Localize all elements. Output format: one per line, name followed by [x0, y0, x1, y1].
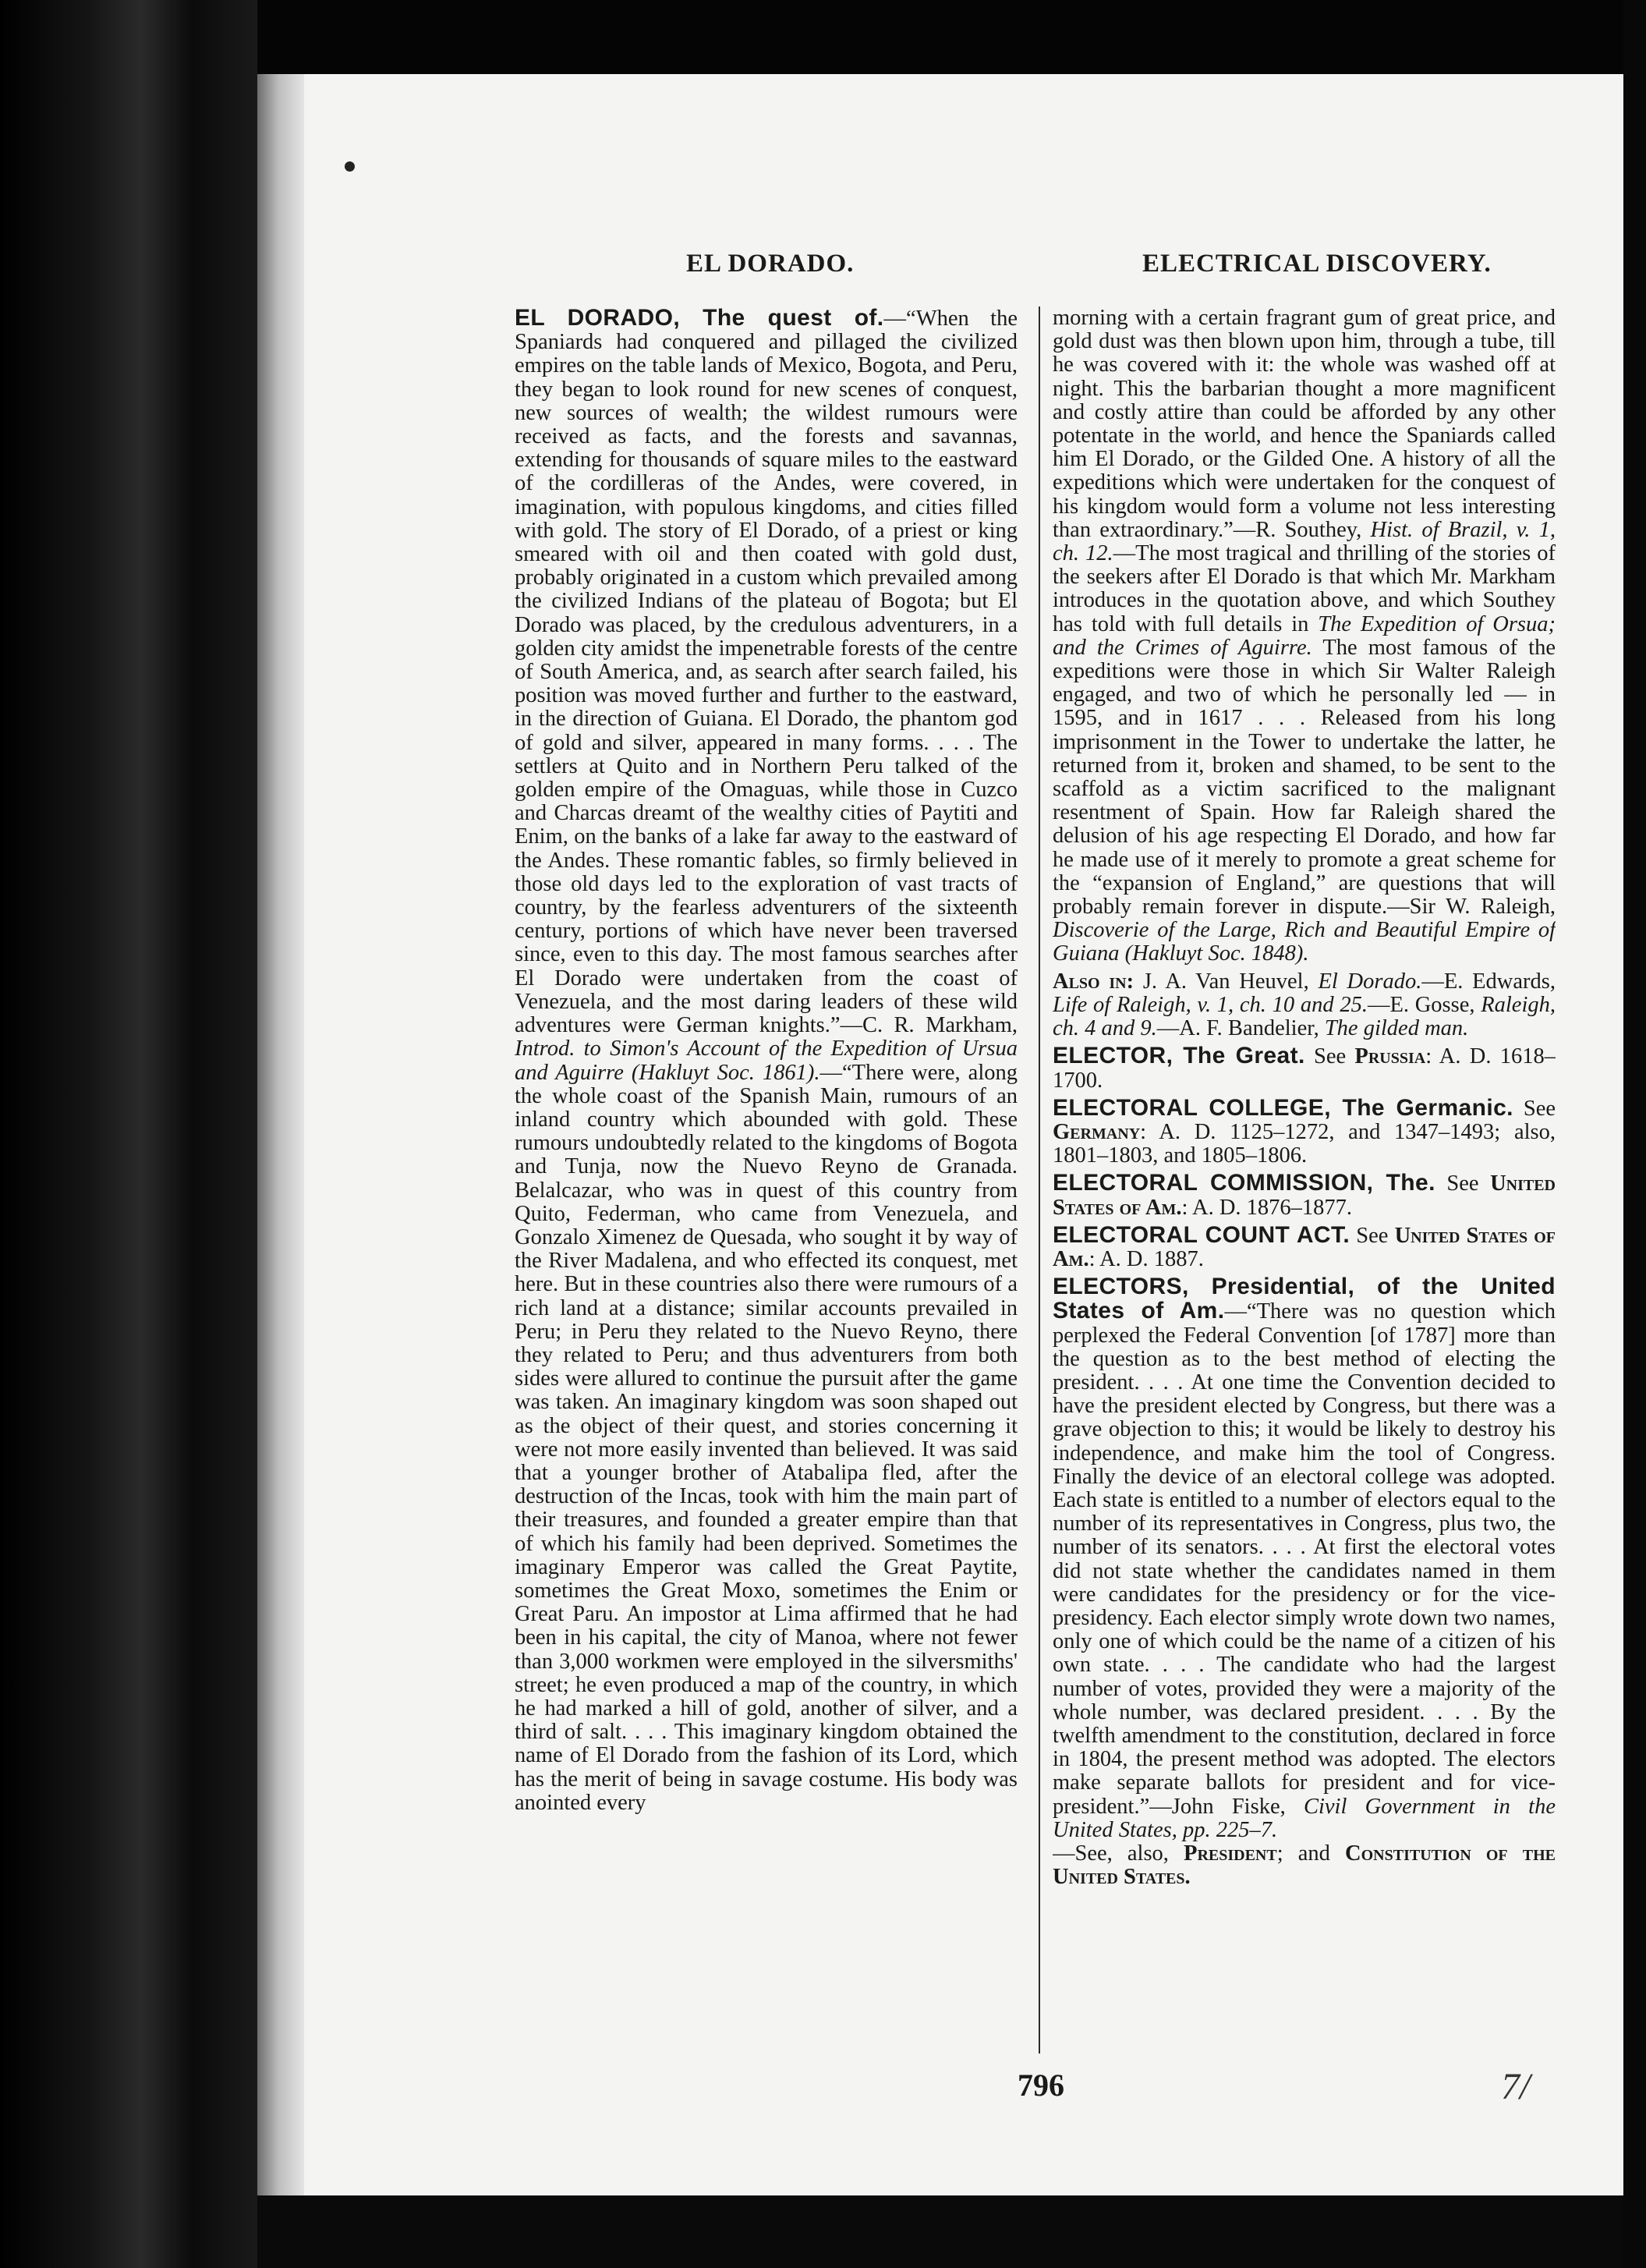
cross-reference: United States of Am. — [1053, 1223, 1556, 1271]
entry-title: ELECTORAL COUNT ACT. — [1053, 1221, 1350, 1248]
running-head-left: EL DORADO. — [686, 250, 855, 278]
see-label: See — [1304, 1044, 1355, 1069]
scan-border-top — [257, 0, 1646, 74]
source-citation: Discoverie of the Large, Rich and Beautiful Empire of Guiana (Hakluyt Soc. 1848). — [1053, 918, 1556, 966]
entry-elector-great — [1053, 1044, 1556, 1092]
source-citation: The Expedition of Orsua; and the Crimes of Aguirre. — [1053, 611, 1556, 660]
cross-reference-dates: : A. D. 1125–1272, and 1347–1493; also, 1801–1803, and 1805–1806. — [1053, 1119, 1556, 1168]
binding-hole-mark — [345, 161, 355, 172]
entry-text: —The most tragical and thrilling of the stories of the seekers after El Dorado is that which Mr. Markham introduces in the quotation above, and which Southey has told with full details in — [1053, 541, 1556, 636]
reference-title: El Dorado. — [1318, 969, 1422, 994]
entry-electors-presidential — [1053, 1275, 1556, 1889]
source-citation: Civil Government in the United States, pp. 225–7. — [1053, 1794, 1556, 1842]
see-label: See — [1435, 1171, 1491, 1196]
cross-reference: President — [1184, 1841, 1277, 1866]
entry-el-dorado-continued — [1053, 307, 1556, 966]
scan-border-left — [0, 0, 257, 2268]
also-in-references — [1053, 970, 1556, 1041]
right-column — [1053, 307, 1556, 2061]
adjacent-page-edge — [257, 74, 304, 2195]
entry-el-dorado — [515, 307, 1018, 1815]
column-divider — [1039, 307, 1040, 2054]
left-column — [515, 307, 1018, 2061]
reference-text: —E. Edwards, — [1421, 969, 1556, 994]
reference-text: J. A. Van Heuvel, — [1134, 969, 1319, 994]
cross-reference-dates: : A. D. 1887. — [1088, 1246, 1204, 1271]
reference-text: —A. F. Bandelier, — [1156, 1016, 1325, 1041]
book-page — [304, 74, 1623, 2195]
cross-reference: Germany — [1053, 1119, 1141, 1144]
cross-reference-dates: : A. D. 1876–1877. — [1181, 1195, 1353, 1220]
reference-text: —E. Gosse, — [1367, 992, 1481, 1017]
see-label: See — [1350, 1223, 1395, 1248]
also-in-label: Also in: — [1053, 969, 1135, 994]
reference-title: Life of Raleigh, v. 1, ch. 10 and 25. — [1053, 992, 1368, 1017]
cross-reference: Constitution of the United States. — [1053, 1841, 1556, 1890]
cross-reference: Prussia — [1354, 1044, 1426, 1069]
reference-title: Raleigh, ch. 4 and 9. — [1053, 992, 1556, 1041]
see-label: See — [1513, 1096, 1556, 1121]
entry-text: The most famous of the expeditions were those in which Sir Walter Raleigh engaged, and two of which he personally led — in 1595, and in 1617 . . . Released from his long imprisonment in the Tower to undertake the latter, he returned from it, broken and shamed, to be sent to the scaffold as a victim sacrificed to the malignant resentment of Spain. How far Raleigh shared the delusion of his age respecting El Dorado, and how far he made use of it merely to promote a great scheme for the “expansion of England,” are questions that will probably remain forever in dispute.—Sir W. Raleigh, — [1053, 635, 1556, 920]
handwritten-pencil-mark: 7/ — [1501, 2066, 1531, 2107]
entry-title: EL DORADO, The quest of. — [515, 307, 884, 331]
cross-reference-dates: : A. D. 1618–1700. — [1053, 1044, 1556, 1093]
entry-title: ELECTORAL COMMISSION, The. — [1053, 1170, 1435, 1196]
running-head-right: ELECTRICAL DISCOVERY. — [1142, 250, 1492, 278]
entry-text: —“There were, along the whole coast of the Spanish Main, rumours of an inland country which abounded with gold. These rumours undoubtedly related to the kingdoms of Bogota and Tunja, now the Nuevo Reyno de Granada. Belalcazar, who was in quest of this country from Quito, Federman, who came from Venezuela, and Gonzalo Ximenez de Quesada, who sought it by way of the River Madalena, and who effected its conquest, met here. But in these countries also there were rumours of a rich land at a distance; similar accounts prevailed in Peru; in Peru they related to the Nuevo Reyno, there they related to Peru; and thus adventurers from both sides were allured to continue the pursuit after the game was taken. An imaginary kingdom was soon shaped out as the object of their quest, and stories concerning it were not more easily invented than believed. It was said that a younger brother of Atabalipa fled, after the destruction of the Incas, took with him the main part of their treasures, and founded a greater empire than that of which his family had been deprived. Sometimes the imaginary Emperor was called the Great Paytite, sometimes the Great Moxo, sometimes the Enim or Great Paru. An impostor at Lima affirmed that he had been in his capital, the city of Manoa, where not fewer than 3,000 workmen were employed in the silversmiths' street; he even produced a map of the country, in which he had marked a hill of gold, another of silver, and a third of salt. . . . This imaginary kingdom obtained the name of El Dorado from the fashion of its Lord, which has the merit of being in savage costume. His body was anointed every — [515, 1060, 1018, 1815]
entry-text: morning with a certain fragrant gum of great price, and gold dust was then blown upon him, through a tube, till he was covered with it: the whole was washed off at night. This the barbarian thought a more magnificent and costly attire than could be afforded by any other potentate in the world, and hence the Spaniards called him El Dorado, or the Gilded One. A history of all the expeditions which were undertaken for the conquest of his kingdom would form a volume not less interesting than extraordinary.”—R. Southey, — [1053, 307, 1556, 542]
source-citation: Introd. to Simon's Account of the Expedition of Ursua and Aguirre (Hakluyt Soc. 1861). — [515, 1037, 1018, 1085]
entry-text: —“When the Spaniards had conquered and pillaged the civilized empires on the table lands of Mexico, Bogota, and Peru, they began to look round for new scenes of conquest, new sources of wealth; the wildest rumours were received as facts, and the forests and savannas, extending for thousands of square miles to the eastward of the cordilleras of the Andes, were covered, in imagination, with populous kingdoms, and cities filled with gold. The story of El Dorado, of a priest or king smeared with oil and then coated with gold dust, probably originated in a custom which prevailed among the civilized Indians of the plateau of Bogota; but El Dorado was placed, by the credulous adventurers, in a golden city amidst the impenetrable forests of the centre of South America, and, as search after search failed, his position was moved further and further to the eastward, in the direction of Guiana. El Dorado, the phantom god of gold and silver, appeared in many forms. . . . The settlers at Quito and in Northern Peru talked of the golden empire of the Omaguas, while those in Cuzco and Charcas dreamt of the wealthy cities of Paytiti and Enim, on the banks of a lake far away to the eastward of the Andes. These romantic fables, so firmly believed in those old days led to the exploration of vast tracts of country, by the fearless adventurers of the sixteenth century, portions of which have never been traversed since, even to this day. The most famous searches after El Dorado were undertaken from the coast of Venezuela, and the most daring leaders of these wild adventures were German knights.”—C. R. Markham, — [515, 307, 1018, 1038]
entry-text: —“There was no question which perplexed the Federal Convention [of 1787] more than the question as to the best method of electing the president. . . . At one time the Convention decided to have the president elected by Congress, but there was a grave objection to this; it would be likely to destroy his independence, and make him the tool of Congress. Finally the device of an electoral college was adopted. Each state is entitled to a number of electors equal to the number of its representatives in Congress, plus two, the number of its senators. . . . At first the electoral votes did not state whether the candidates named in them were candidates for the presidency or for the vice-presidency. Each elector simply wrote down two names, only one of which could be the name of a citizen of his own state. . . . The candidate who had the largest number of votes, provided they were a majority of the whole number, was declared president. . . . By the twelfth amendment to the constitution, declared in force in 1804, the present method was adopted. The electors make separate ballots for president and for vice-president.”—John Fiske, — [1053, 1299, 1556, 1819]
source-citation: Hist. of Brazil, v. 1, ch. 12. — [1053, 517, 1556, 566]
scan-border-right — [1623, 0, 1646, 2268]
scan-border-bottom — [257, 2195, 1646, 2268]
entry-title: ELECTORAL COLLEGE, The Germanic. — [1053, 1094, 1513, 1121]
entry-electoral-commission — [1053, 1171, 1556, 1219]
entry-electoral-count-act — [1053, 1221, 1556, 1271]
entry-title: ELECTORS, Presidential, of the United States of Am. — [1053, 1274, 1556, 1324]
see-also-label: —See, also, — [1053, 1841, 1184, 1866]
entry-electoral-college — [1053, 1094, 1556, 1168]
conjunction: ; and — [1276, 1841, 1346, 1866]
cross-reference: United States of Am. — [1053, 1171, 1556, 1220]
reference-title: The gilded man. — [1324, 1016, 1469, 1041]
page-number: 796 — [1018, 2068, 1064, 2103]
entry-title: ELECTOR, The Great. — [1053, 1043, 1305, 1069]
